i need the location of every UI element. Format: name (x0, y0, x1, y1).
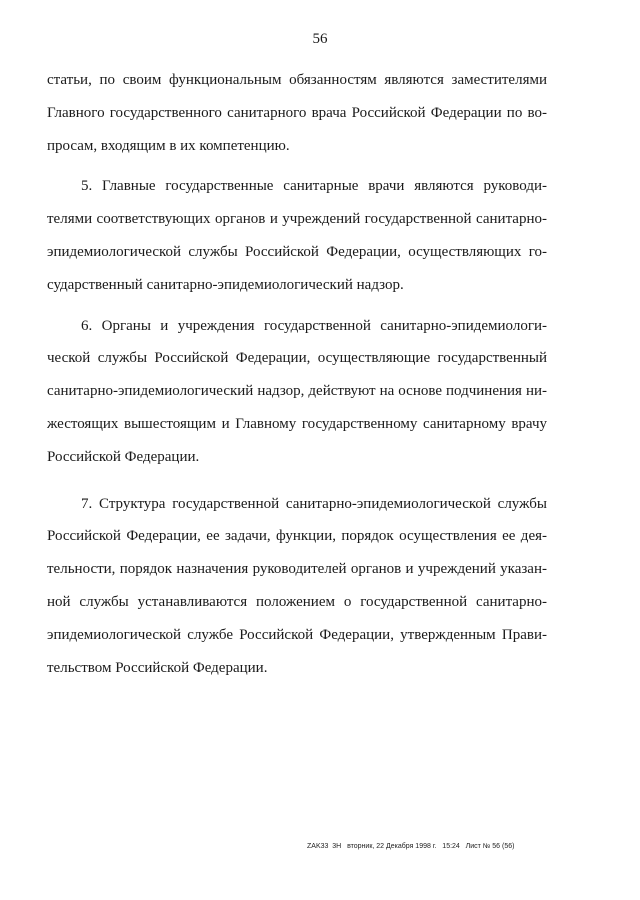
document-body (47, 68, 547, 688)
text-line: эпидемиологической службы Российской Федерации, осуществляющих го- (47, 243, 547, 260)
text-line: сударственный санитарно-эпидемиологический надзор. (47, 276, 404, 293)
text-line: Российской Федерации, ее задачи, функции, порядок осуществления ее дея- (47, 528, 547, 545)
text-line: 5. Главные государственные санитарные врачи являются руководи- (81, 178, 547, 195)
paragraph-5 (47, 174, 547, 305)
text-line: эпидемиологической службе Российской Федерации, утвержденным Прави- (47, 626, 547, 643)
text-line: жестоящих вышестоящим и Главному государственному санитарному врачу (47, 415, 547, 432)
text-line: тельности, порядок назначения руководителей органов и учреждений указан- (47, 561, 547, 578)
text-line: санитарно-эпидемиологический надзор, действуют на основе подчинения ни- (47, 383, 547, 400)
text-line: ной службы устанавливаются положением о государственной санитарно- (47, 593, 547, 610)
paragraph-7 (47, 492, 547, 689)
text-line: ческой службы Российской Федерации, осуществляющие государственный (47, 350, 547, 367)
text-line: тельством Российской Федерации. (47, 659, 268, 676)
text-line: телями соответствующих органов и учреждений государственной санитарно- (47, 211, 547, 228)
text-line: Главного государственного санитарного врача Российской Федерации по во- (47, 104, 547, 121)
text-line: просам, входящим в их компетенцию. (47, 137, 290, 154)
text-line: 7. Структура государственной санитарно-эпидемиологической службы (81, 495, 547, 512)
print-footer: ZAK33 3H вторник, 22 Декабря 1998 г. 15:24 Лист № 56 (56) (307, 843, 515, 850)
text-line: Российской Федерации. (47, 448, 200, 465)
page-number: 56 (312, 31, 328, 47)
paragraph-continuation (47, 68, 547, 166)
text-line: статьи, по своим функциональным обязанностям являются заместителями (47, 72, 547, 88)
paragraph-6 (47, 314, 547, 478)
text-line: 6. Органы и учреждения государственной санитарно-эпидемиологи- (81, 317, 547, 334)
